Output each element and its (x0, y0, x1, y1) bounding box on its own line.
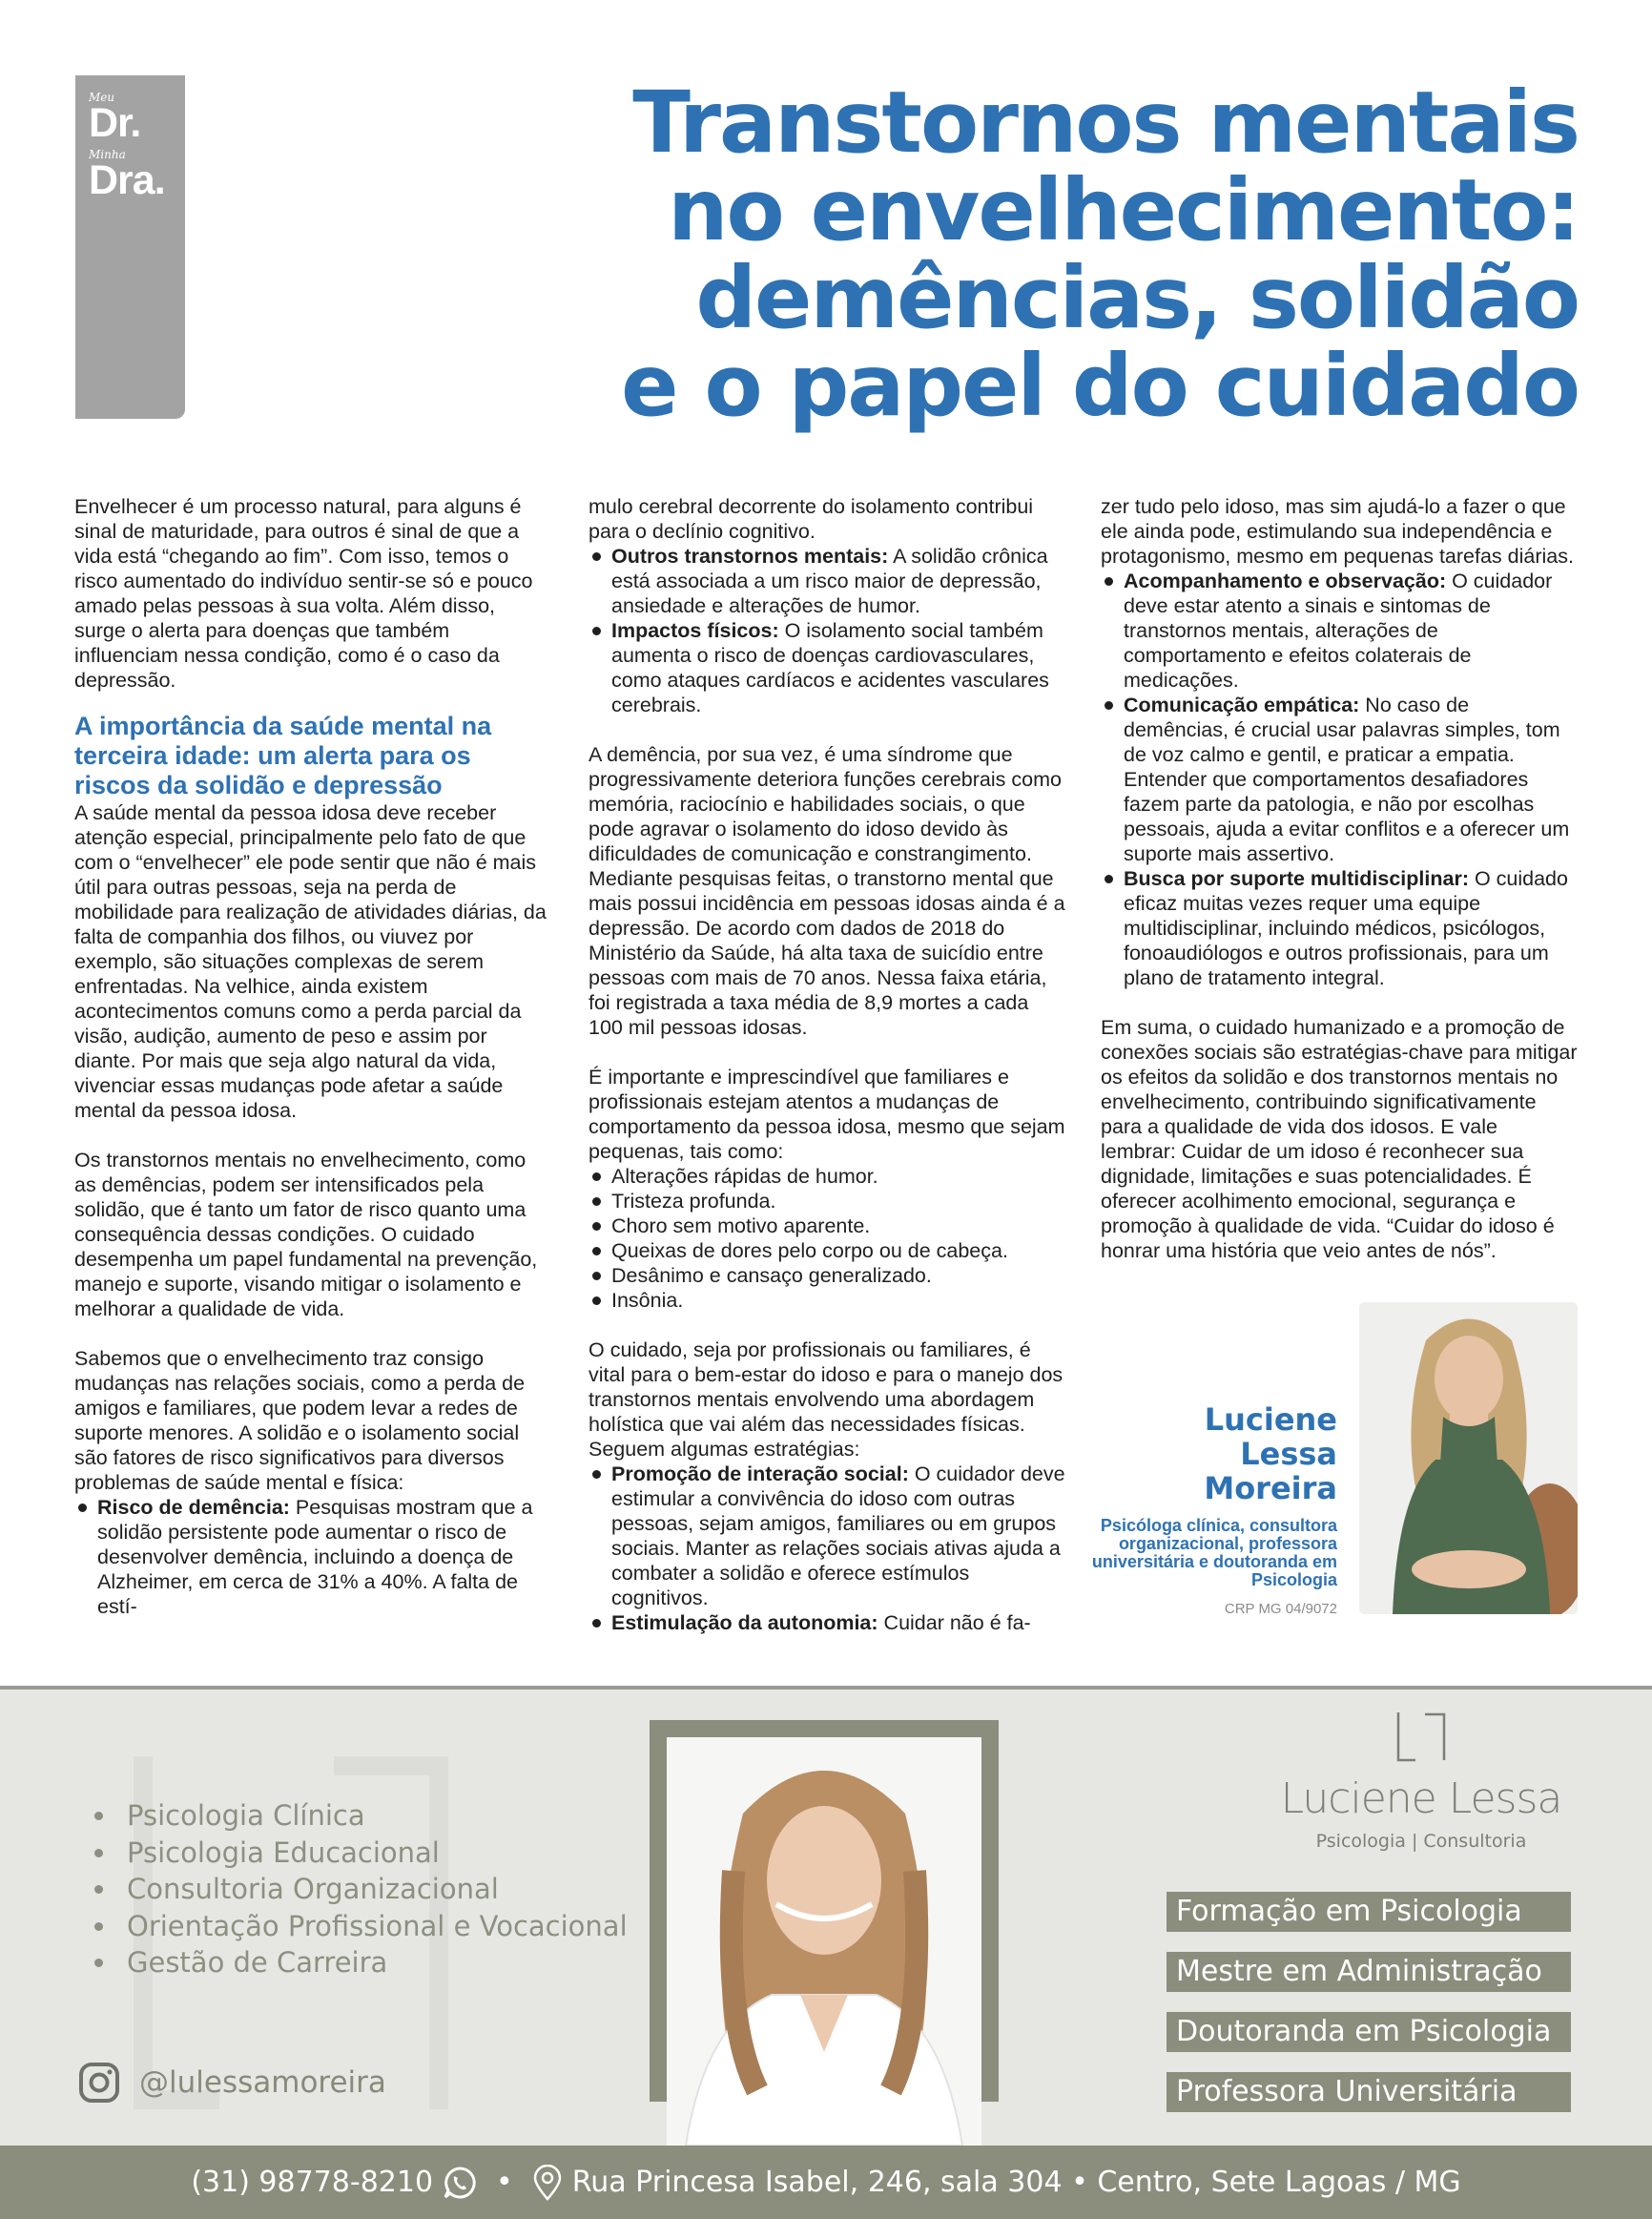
section-subtitle: A importância da saúde mental na terceira idade: um alerta para os riscos da solidão e depressão (74, 712, 492, 799)
article-column-3 (1101, 494, 1578, 1263)
bullet-item (74, 1495, 551, 1619)
ad-photo-frame (650, 1720, 999, 2102)
instagram-link[interactable] (78, 2062, 386, 2104)
title-line: no envelhecimento: (668, 160, 1579, 259)
author-name-line: Moreira (1204, 1470, 1337, 1506)
brand-subtitle: Psicologia | Consultoria (1315, 1831, 1527, 1852)
paragraph: Os transtornos mentais no envelhecimento, como as demências, podem ser intensificados pela solidão, que é tanto um fator de risco quanto uma consequência dessas condições. O cuidado desempenha um papel fundamental na prevenção, manejo e suporte, visando mitigar o isolamento e melhorar a qualidade de vida. (74, 1149, 538, 1320)
services-list (91, 1797, 628, 1981)
bullet-text: O cuidador deve estimular a convivência do idoso com outras pessoas, sejam amigos, familiares ou em grupos sociais. Manter as relações sociais ativas ajuda a combater a solidão e oferece estímulos cognitivos. (611, 1462, 1065, 1609)
bullet-item (1101, 693, 1578, 866)
instagram-handle: @lulessamoreira (139, 2065, 386, 2100)
bullet-item (589, 1462, 1065, 1610)
article-column-1 (74, 494, 551, 1619)
bullet-item (589, 1610, 1065, 1635)
ad-photo (667, 1737, 981, 2146)
bullet-item (1101, 569, 1578, 693)
paragraph: zer tudo pelo idoso, mas sim ajudá-lo a fazer o que ele ainda pode, estimulando sua independência e protagonismo, mesmo em pequenas tarefas diárias. (1101, 495, 1574, 568)
sign-item: Choro sem motivo aparente. (589, 1213, 1065, 1238)
bullet-label: Busca por suporte multidisciplinar: (1124, 867, 1469, 890)
bullet-text: Cuidar não é fa- (878, 1611, 1031, 1634)
bullet-label: Acompanhamento e observação: (1124, 570, 1447, 592)
paragraph: A saúde mental da pessoa idosa deve receber atenção especial, principalmente pelo fato de que com o “envelhecer” ele pode sentir que não é mais útil para outras pessoas, seja na perda de mobilidade para realização de atividades diárias, da falta de companhia dos filhos, ou viuvez por exemplo, são situações complexas de serem enfrentadas. Na velhice, ainda existem acontecimentos comuns como a perda parcial da visão, audição, aumento de peso e assim por diante. Por mais que seja algo natural da vida, vivenciar essas mudanças pode afetar a saúde mental da pessoa idosa. (74, 801, 547, 1122)
article-column-2 (589, 494, 1065, 1635)
author-name (1204, 1402, 1337, 1505)
title-line: Transtornos mentais (632, 73, 1579, 172)
bullet-text: O cuidador deve estar atento a sinais e sintomas de transtornos mentais, alterações de comportamento e efeitos colaterais de medicações. (1124, 570, 1553, 692)
service-item: Orientação Profissional e Vocacional (91, 1908, 628, 1945)
service-item: Psicologia Educacional (91, 1835, 628, 1872)
credential-item: Doutoranda em Psicologia (1167, 2012, 1571, 2052)
contact-bar (0, 2146, 1652, 2219)
sign-item: Queixas de dores pelo corpo ou de cabeça. (589, 1238, 1065, 1263)
phone-number[interactable]: (31) 98778-8210 (191, 2166, 434, 2199)
title-line: e o papel do cuidado (621, 336, 1579, 435)
bullet-label: Estimulação da autonomia: (611, 1611, 878, 1634)
bullet-label: Comunicação empática: (1124, 694, 1360, 716)
author-name-line: Lessa (1240, 1436, 1337, 1472)
section-tag (75, 75, 185, 419)
author-name-line: Luciene (1204, 1401, 1337, 1438)
paragraph: mulo cerebral decorrente do isolamento contribui para o declínio cognitivo. (589, 495, 1034, 543)
bullet-text: O isolamento social também aumenta o risco de doenças cardiovasculares, como ataques cardíacos e acidentes vasculares cerebrais. (611, 619, 1049, 716)
credential-item: Formação em Psicologia (1167, 1892, 1571, 1932)
bullet-text: A solidão crônica está associada a um risco maior de depressão, ansiedade e alterações de humor. (611, 545, 1048, 617)
bullet-label: Promoção de interação social: (611, 1462, 909, 1485)
paragraph: Em suma, o cuidado humanizado e a promoção de conexões sociais são estratégias-chave para mitigar os efeitos da solidão e dos transtornos mentais no envelhecimento, contribuindo significativamente para a qualidade de vida dos idosos. E vale lembrar: Cuidar de um idoso é reconhecer sua dignidade, limitações e suas potencialidades. É oferecer acolhimento emocional, segurança e promoção à qualidade de vida. “Cuidar do idoso é honrar uma história que veio antes de nós”. (1101, 1016, 1578, 1262)
paragraph: Envelhecer é um processo natural, para alguns é sinal de maturidade, para outros é sinal de que a vida está “chegando ao fim”. Com isso, temos o risco aumentado do indivíduo sentir-se só e pouco amado pelas pessoas à sua volta. Além disso, surge o alerta para doenças que também influenciam nessa condição, como é o caso da depressão. (74, 495, 533, 692)
credential-item: Professora Universitária (1167, 2072, 1571, 2112)
paragraph: O cuidado, seja por profissionais ou familiares, é vital para o bem-estar do idoso e para o manejo dos transtornos mentais envolvendo uma abordagem holística que vai além das necessidades físicas. Seguem algumas estratégias: (589, 1338, 1063, 1461)
article-title (510, 73, 1579, 435)
bullet-label: Outros transtornos mentais: (611, 545, 889, 568)
bullet-text: No caso de demências, é crucial usar palavras simples, tom de voz calmo e gentil, e praticar a empatia. Entender que comportamentos desafiadores fazem parte da patologia, e não por escolhas pessoais, ajuda a evitar conflitos e a oferecer um suporte mais assertivo. (1124, 694, 1570, 865)
author-role: Psicóloga clínica, consultora organizacional, professora universitária e doutoranda em Psicologia (1091, 1516, 1337, 1589)
separator-dot: • (496, 2166, 513, 2199)
location-pin-icon (532, 2165, 563, 2201)
sign-item: Desânimo e cansaço generalizado. (589, 1263, 1065, 1288)
tag-big-1: Dr. (89, 100, 141, 146)
tag-small-1: Meu (89, 91, 115, 104)
paragraph: Sabemos que o envelhecimento traz consigo mudanças nas relações sociais, como a perda de amigos e familiares, que podem levar a redes de suporte menores. A solidão e o isolamento social são fatores de risco significativos para diversos problemas de saúde mental e física: (74, 1347, 526, 1494)
bullet-item (589, 618, 1065, 717)
author-crp: CRP MG 04/9072 (1224, 1601, 1337, 1617)
service-item: Psicologia Clínica (91, 1797, 628, 1835)
address: Rua Princesa Isabel, 246, sala 304 • Centro, Sete Lagoas / MG (571, 2166, 1461, 2199)
tag-big-2: Dra. (89, 157, 165, 203)
author-photo (1359, 1302, 1578, 1614)
credentials-list (1167, 1892, 1571, 2132)
paragraph: A demência, por sua vez, é uma síndrome que progressivamente deteriora funções cerebrais como memória, raciocínio e habilidades sociais, o que pode agravar o isolamento do idoso devido às dificuldades de comunicação e constrangimento. Mediante pesquisas feitas, o transtorno mental que mais possui incidência em pessoas idosas ainda é a depressão. De acordo com dados de 2018 do Ministério da Saúde, há alta taxa de suicídio entre pessoas com mais de 70 anos. Nessa faixa etária, foi registrada a taxa média de 8,9 mortes a cada 100 mil pessoas idosas. (589, 743, 1065, 1039)
instagram-icon (78, 2062, 120, 2104)
bullet-text: Pesquisas mostram que a solidão persistente pode aumentar o risco de desenvolver demência, incluindo a doença de Alzheimer, em cerca de 31% a 40%. A falta de estí- (97, 1496, 533, 1618)
sign-item: Alterações rápidas de humor. (589, 1164, 1065, 1189)
tag-small-2: Minha (89, 148, 126, 161)
bullet-label: Risco de demência: (97, 1496, 290, 1519)
brand-logo-icon (1393, 1712, 1450, 1762)
advertisement (0, 1686, 1652, 2219)
paragraph: É importante e imprescindível que familiares e profissionais estejam atentos a mudanças de comportamento da pessoa idosa, mesmo que sejam pequenas, tais como: (589, 1066, 1065, 1163)
bullet-text: O cuidado eficaz muitas vezes requer uma equipe multidisciplinar, incluindo médicos, psicólogos, fonoaudiólogos e outros profissionais, para um plano de tratamento integral. (1124, 867, 1568, 989)
bullet-item (589, 544, 1065, 618)
brand-name: Luciene Lessa (1280, 1774, 1562, 1823)
brand-block (1230, 1712, 1612, 1852)
service-item: Consultoria Organizacional (91, 1871, 628, 1908)
credential-item: Mestre em Administração (1167, 1952, 1571, 1992)
sign-item: Tristeza profunda. (589, 1189, 1065, 1213)
title-line: demências, solidão (695, 248, 1579, 347)
sign-item: Insônia. (589, 1288, 1065, 1313)
service-item: Gestão de Carreira (91, 1944, 628, 1981)
whatsapp-icon (443, 2166, 477, 2200)
bullet-label: Impactos físicos: (611, 619, 779, 642)
bullet-item (1101, 866, 1578, 990)
